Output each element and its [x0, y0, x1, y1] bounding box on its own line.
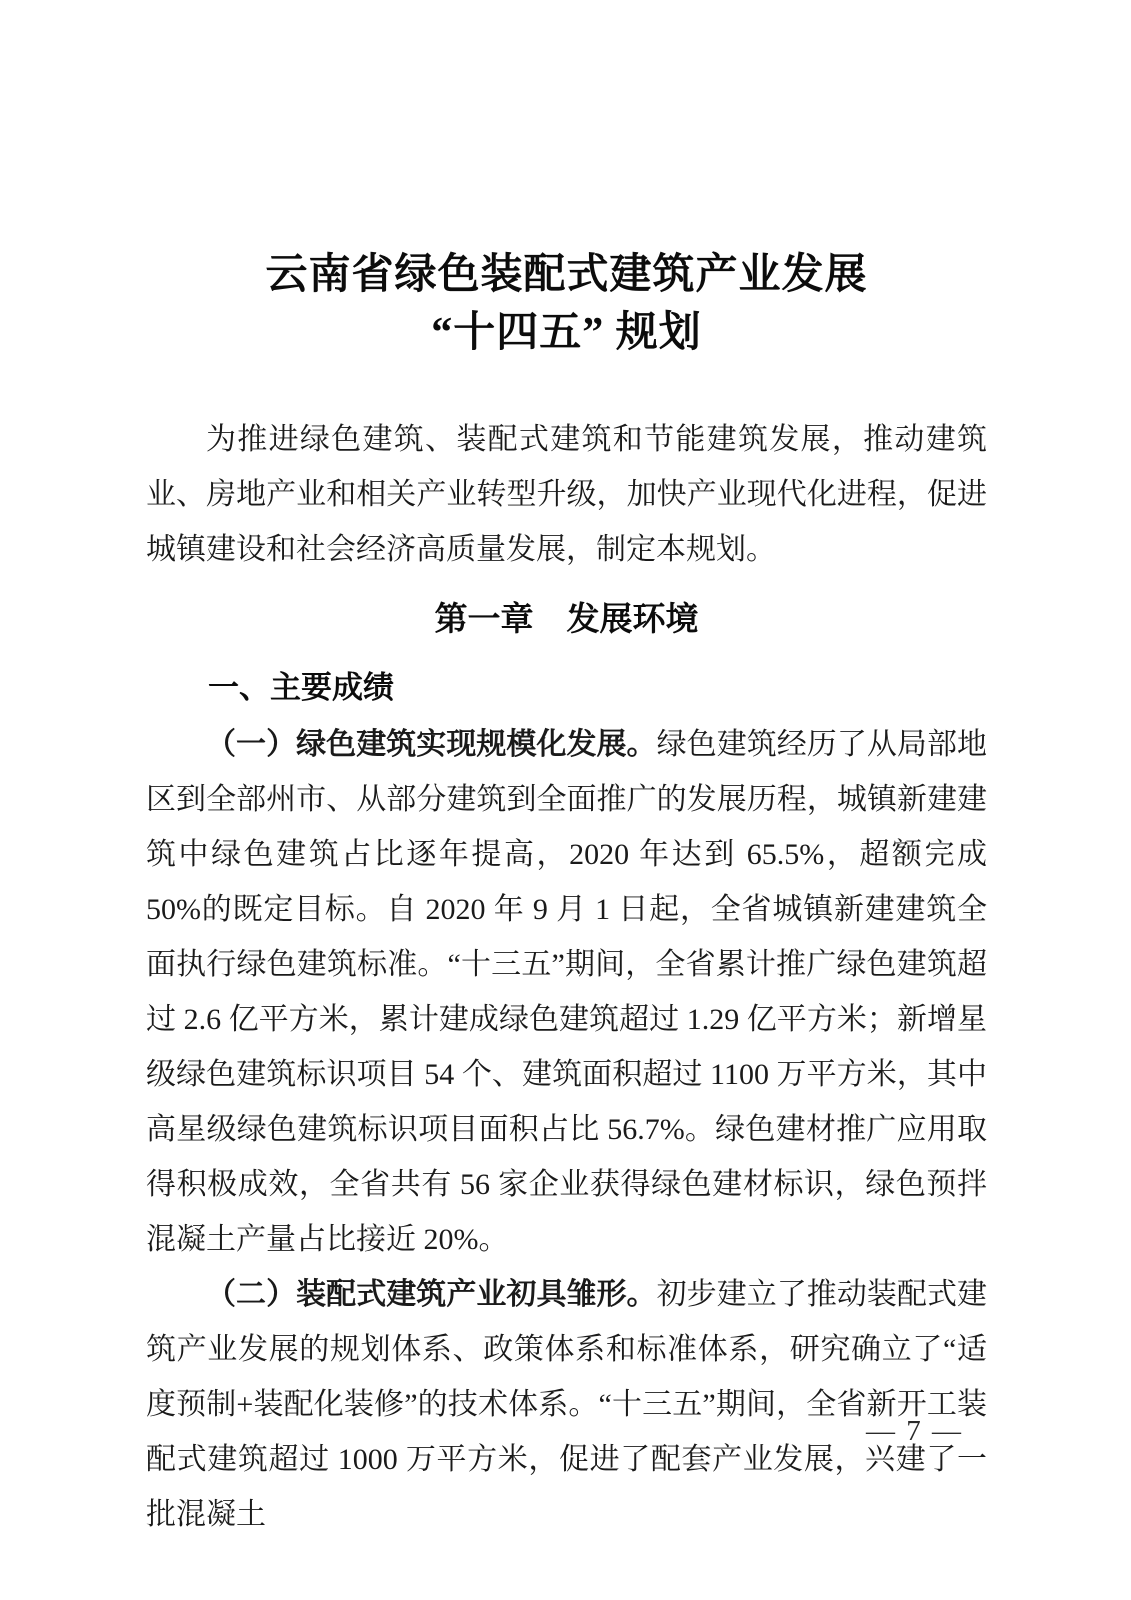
paragraph-achievement-2-body: 初步建立了推动装配式建筑产业发展的规划体系、政策体系和标准体系，研究确立了“适度预制+装配化装修”的技术体系。“十三五”期间，全省新开工装配式建筑超过 1000 万平方米，促进了配套产业发展，兴建了一批混凝土 — [146, 1278, 988, 1531]
document-title-line2: “十四五” 规划 — [431, 310, 702, 356]
document-title-line1: 云南省绿色装配式建筑产业发展 — [265, 252, 868, 298]
page-number: — 7 — — [866, 1415, 963, 1447]
chapter-heading: 第一章 发展环境 — [434, 602, 699, 638]
section-heading: 一、主要成绩 — [208, 670, 394, 705]
paragraph-achievement-2-lead: （二）装配式建筑产业初具雏形。 — [206, 1278, 657, 1311]
intro-paragraph: 为推进绿色建筑、装配式建筑和节能建筑发展，推动建筑业、房地产业和相关产业转型升级，加快产业现代化进程，促进城镇建设和社会经济高质量发展，制定本规划。 — [146, 423, 987, 566]
paragraph-achievement-1-body: 绿色建筑经历了从局部地区到全部州市、从部分建筑到全面推广的发展历程，城镇新建建筑中绿色建筑占比逐年提高，2020 年达到 65.5%，超额完成 50%的既定目标。自 2020 年 9 月 1 日起，全省城镇新建建筑全面执行绿色建筑标准。“十三五”期间，全省累计推广绿色建筑超过 2.6 亿平方米，累计建成绿色建筑超过 1.29 亿平方米；新增星级绿色建筑标识项目 54 个、建筑面积超过 1100 万平方米，其中高星级绿色建筑标识项目面积占比 56.7%。绿色建材推广应用取得积极成效，全省共有 56 家企业获得绿色建材标识，绿色预拌混凝土产量占比接近 20%。 — [146, 728, 988, 1256]
paragraph-achievement-2 — [146, 1267, 987, 1542]
paragraph-achievement-1 — [146, 717, 987, 1267]
document-title — [146, 246, 987, 362]
paragraph-achievement-1-lead: （一）绿色建筑实现规模化发展。 — [206, 728, 657, 761]
